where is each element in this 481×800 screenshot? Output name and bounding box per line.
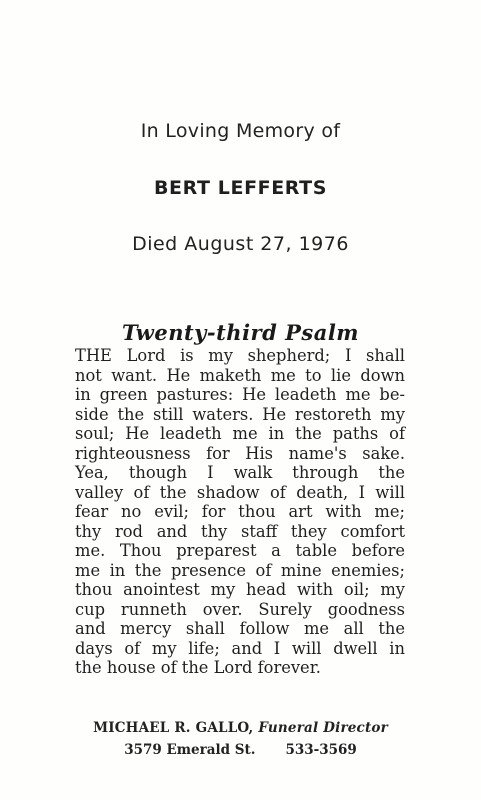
psalm-line: Yea, though I walk through the: [75, 463, 405, 482]
psalm-line: side the still waters. He restoreth my: [75, 404, 405, 424]
address: 3579 Emerald St.: [124, 742, 256, 758]
psalm-line: thou anointest my head with oil; my: [75, 580, 405, 599]
psalm-line: the house of the Lord forever.: [75, 658, 321, 677]
in-loving-memory-heading: In Loving Memory of: [140, 120, 341, 142]
contact-line: [0, 742, 481, 758]
death-date: Died August 27, 1976: [132, 233, 349, 255]
director-title: Funeral Director: [258, 720, 388, 736]
psalm-line: thy rod and thy staff they comfort: [75, 521, 405, 541]
psalm-line: not want. He maketh me to lie down: [75, 365, 405, 385]
funeral-director-line: [0, 720, 481, 736]
psalm-text: [75, 346, 405, 678]
psalm-line: fear no evil; for thou art with me;: [75, 502, 405, 521]
phone-number: 533-3569: [285, 742, 357, 758]
psalm-line: soul; He leadeth me in the paths of: [75, 424, 405, 443]
psalm-line: me. Thou preparest a table before: [75, 541, 405, 560]
psalm-line: and mercy shall follow me all the: [75, 619, 405, 638]
psalm-title: Twenty-third Psalm: [121, 320, 360, 345]
psalm-line: days of my life; and I will dwell in: [75, 638, 405, 658]
psalm-line: valley of the shadow of death, I will: [75, 482, 405, 502]
psalm-line: righteousness for His name's sake.: [75, 443, 405, 463]
psalm-line: in green pastures: He leadeth me be-: [75, 385, 405, 404]
deceased-name: BERT LEFFERTS: [153, 177, 328, 199]
psalm-line: THE Lord is my shepherd; I shall: [75, 346, 405, 365]
psalm-line: cup runneth over. Surely goodness: [75, 599, 405, 619]
director-name: MICHAEL R. GALLO,: [93, 720, 254, 736]
psalm-line: me in the presence of mine enemies;: [75, 560, 405, 580]
